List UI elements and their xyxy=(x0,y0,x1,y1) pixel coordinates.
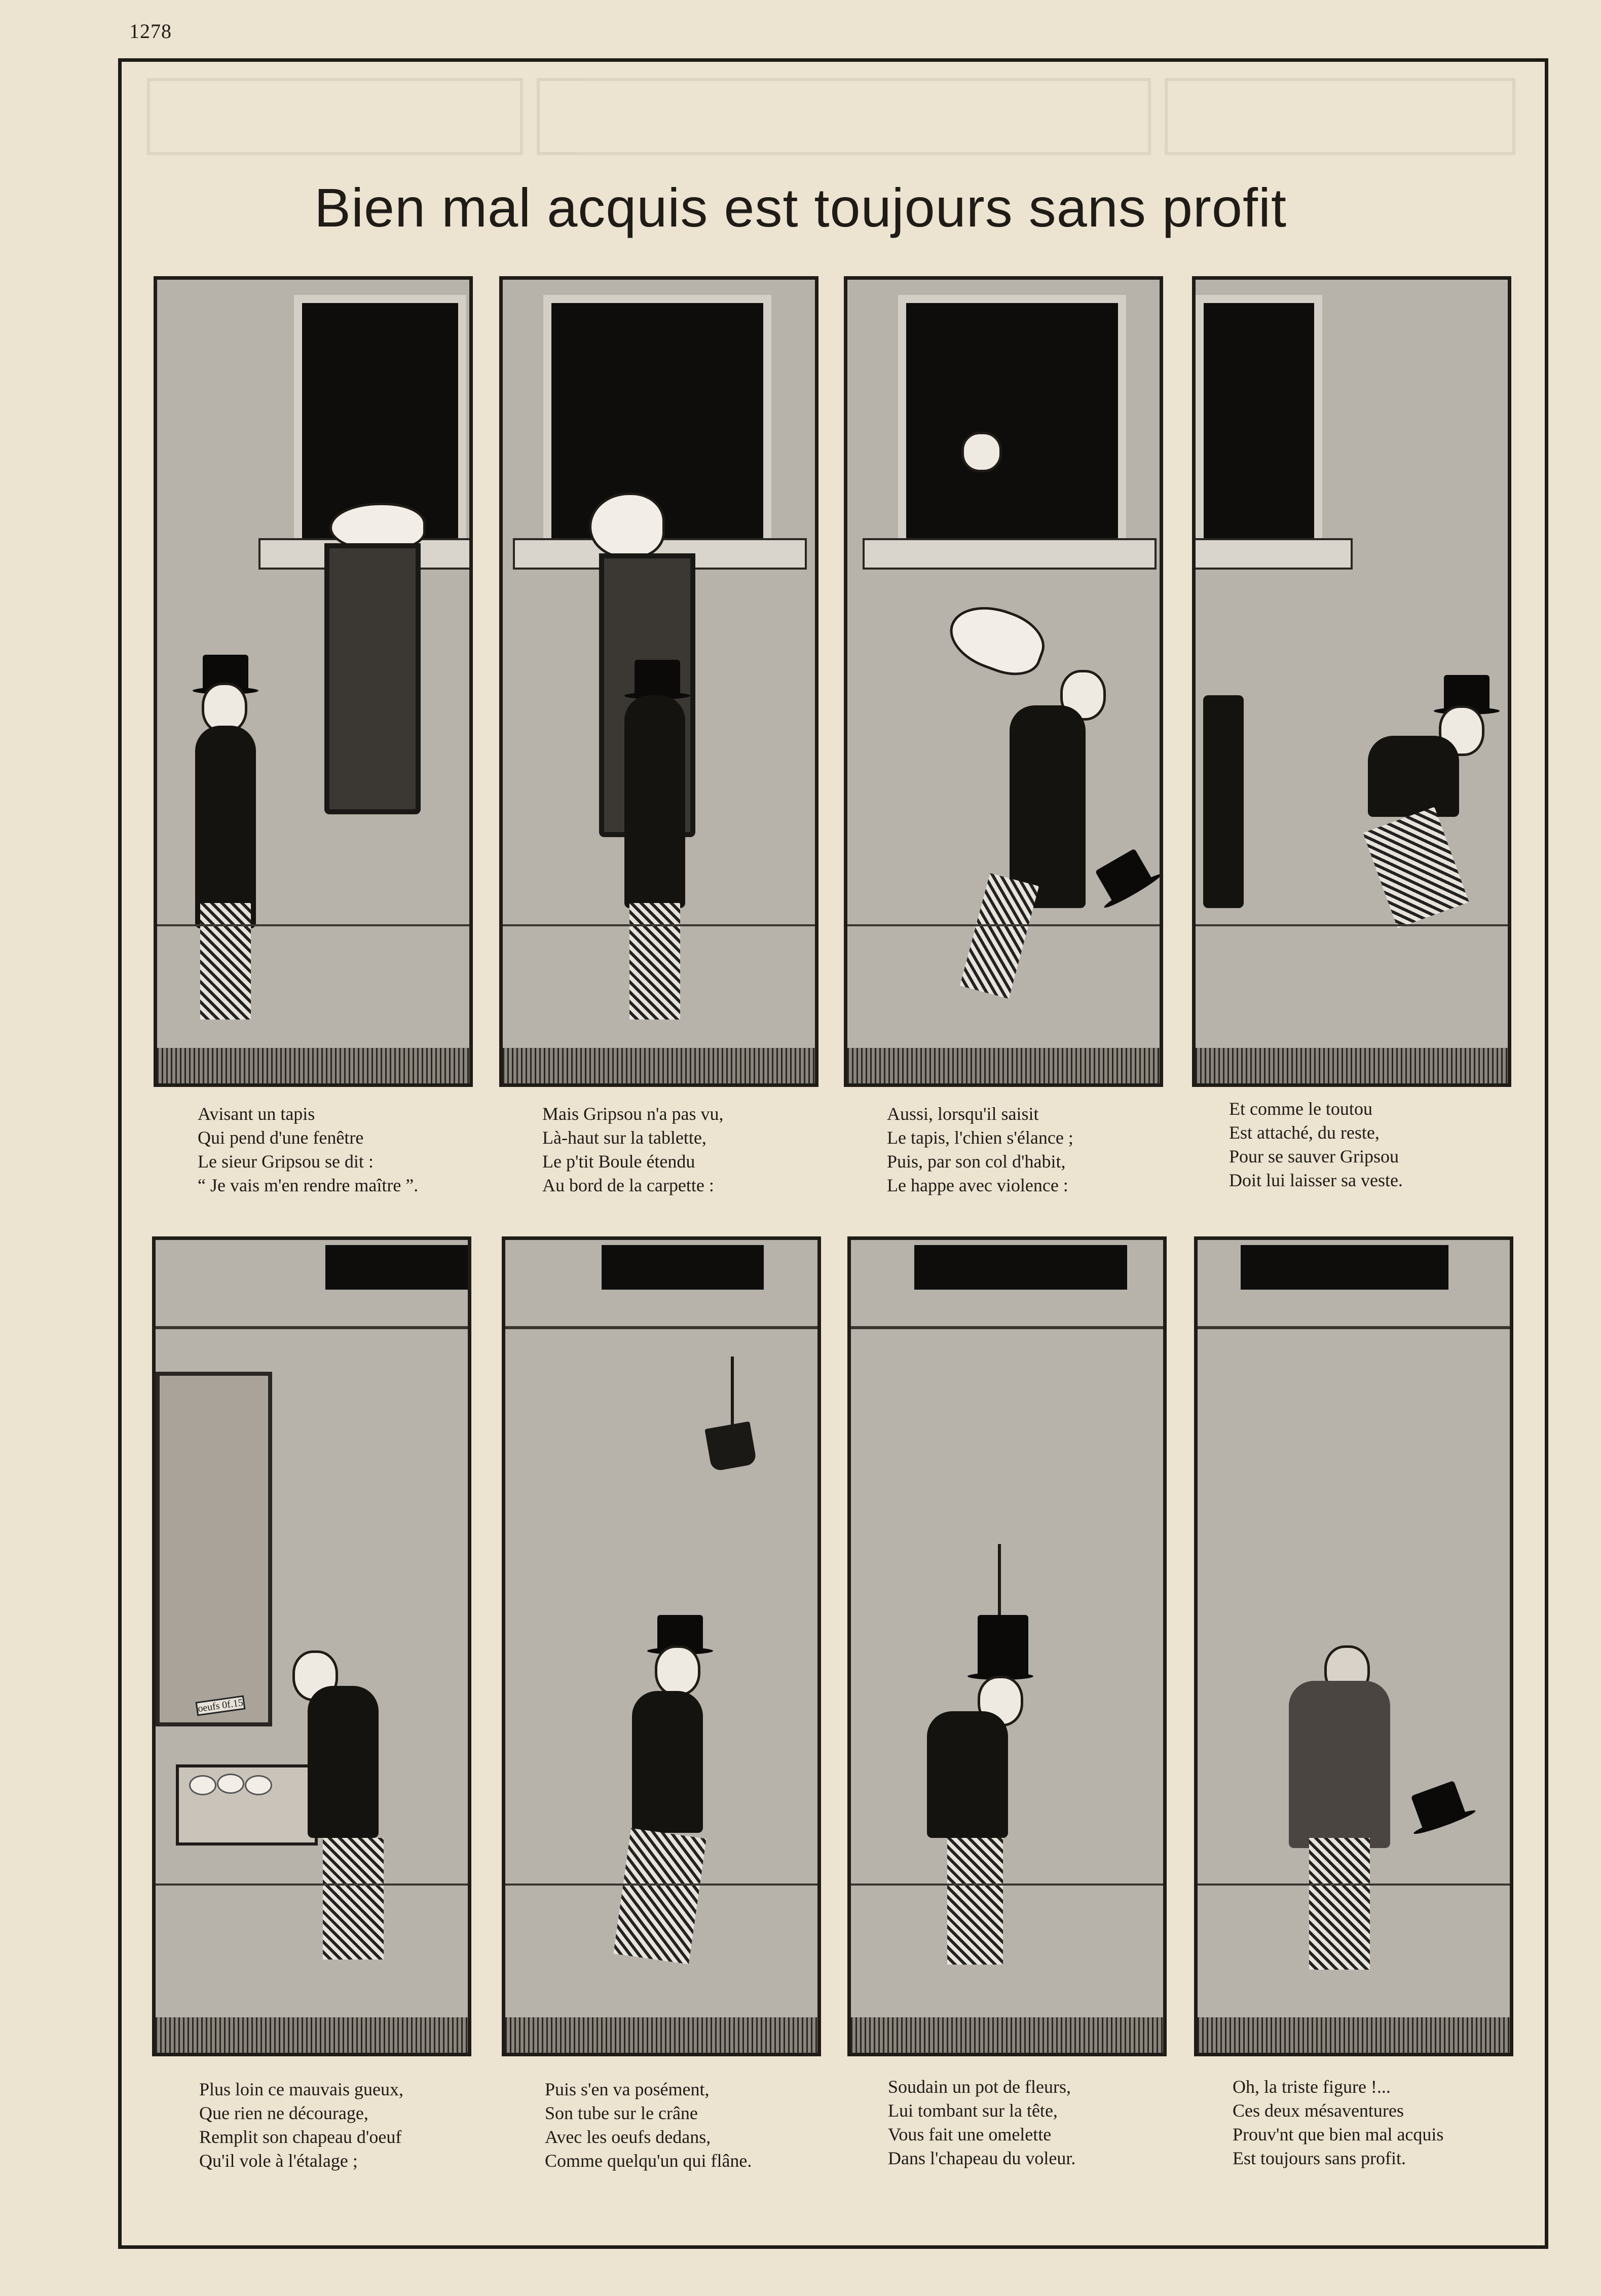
panel-2-man-pulls-rug xyxy=(499,276,818,1087)
man-trousers-illustration xyxy=(1309,1838,1370,1970)
panel-3-dog-bites-collar xyxy=(844,276,1163,1087)
skirting-board xyxy=(156,2017,468,2053)
shop-sign xyxy=(325,1245,470,1290)
caption-panel-7: Soudain un pot de fleurs, Lui tombant sur la tête, Vous fait une omelette Dans l'chapeau du voleur. xyxy=(888,2077,1076,2168)
man-back-illustration xyxy=(624,695,685,908)
caption-panel-3: Aussi, lorsqu'il saisit Le tapis, l'chien s'élance ; Puis, par son col d'habit, Le happe avec violence : xyxy=(887,1104,1073,1195)
skirting-board xyxy=(1198,2017,1510,2053)
skirting-board xyxy=(1196,1048,1508,1083)
window xyxy=(898,295,1126,548)
man-vest-illustration xyxy=(632,1691,703,1833)
caption-panel-2: Mais Gripsou n'a pas vu, Là-haut sur la tablette, Le p'tit Boule étendu Au bord de la carpette : xyxy=(542,1104,724,1195)
skirting-board xyxy=(503,1048,815,1083)
rug-illustration xyxy=(324,543,421,814)
egg-price-sign: oeufs 0f.15 xyxy=(196,1695,246,1716)
man-trousers-illustration xyxy=(947,1838,1003,1965)
shop-sign xyxy=(1241,1245,1448,1290)
window-sill xyxy=(1192,538,1353,570)
panel-7-pot-hits-head xyxy=(847,1236,1167,2056)
comic-title: Bien mal acquis est toujours sans profit xyxy=(314,177,1287,239)
skirting-board xyxy=(851,2017,1163,2053)
man-trousers-illustration xyxy=(323,1838,384,1960)
panel-8-egg-covered xyxy=(1194,1236,1513,2056)
skirting-board xyxy=(505,2017,817,2053)
dog-illustration xyxy=(941,594,1053,685)
dog-illustration xyxy=(589,493,665,558)
man-trousers-illustration xyxy=(1363,807,1469,928)
man-vest-illustration xyxy=(927,1711,1008,1838)
shop-sign xyxy=(602,1245,764,1290)
held-hat-illustration xyxy=(1411,1781,1466,1830)
skirting-board xyxy=(847,1048,1160,1083)
panel-4-man-flees xyxy=(1192,276,1511,1087)
man-vest-illustration xyxy=(1368,736,1459,817)
man-trousers-illustration xyxy=(629,903,680,1020)
man-trousers-illustration xyxy=(613,1828,706,1964)
dripping-coat-illustration xyxy=(1289,1681,1390,1848)
window-sill xyxy=(863,538,1157,570)
falling-hat-illustration xyxy=(1095,848,1152,902)
falling-flowerpot-illustration xyxy=(704,1421,757,1472)
doorway xyxy=(156,1372,272,1726)
caption-panel-8: Oh, la triste figure !... Ces deux mésaventures Prouv'nt que bien mal acquis Est toujours sans profit. xyxy=(1233,2077,1444,2168)
skirting-board xyxy=(157,1048,469,1083)
caption-panel-5: Plus loin ce mauvais gueux, Que rien ne décourage, Remplit son chapeau d'oeuf Qu'il vole à l'étalage ; xyxy=(199,2079,403,2171)
egg-crate xyxy=(176,1764,318,1846)
caption-panel-6: Puis s'en va posément, Son tube sur le crâne Avec les oeufs dedans, Comme quelqu'un qui flâne. xyxy=(545,2079,752,2171)
panel-5-steals-eggs xyxy=(152,1236,471,2056)
top-hat-with-pot-illustration xyxy=(978,1615,1028,1676)
man-trousers-illustration xyxy=(200,903,251,1020)
man-coat-illustration xyxy=(195,726,256,928)
man-trousers-illustration xyxy=(960,873,1039,999)
panel-1-man-sees-rug xyxy=(154,276,473,1087)
hanging-coat-illustration xyxy=(1203,695,1244,908)
caption-panel-4: Et comme le toutou Est attaché, du reste, Pour se sauver Gripsou Doit lui laisser sa veste. xyxy=(1229,1099,1403,1190)
window xyxy=(1196,295,1322,548)
shop-sign xyxy=(914,1245,1127,1290)
panel-6-walks-away xyxy=(502,1236,821,2056)
page-number: 1278 xyxy=(129,20,172,43)
man-head-illustration xyxy=(655,1645,700,1696)
man-vest-illustration xyxy=(308,1686,379,1838)
man-coat-illustration xyxy=(1010,705,1086,908)
caption-panel-1: Avisant un tapis Qui pend d'une fenêtre Le sieur Gripsou se dit : “ Je vais m'en rendre maître ”. xyxy=(198,1104,419,1195)
top-hat-illustration xyxy=(635,660,680,695)
woman-in-window-illustration xyxy=(961,432,1002,472)
